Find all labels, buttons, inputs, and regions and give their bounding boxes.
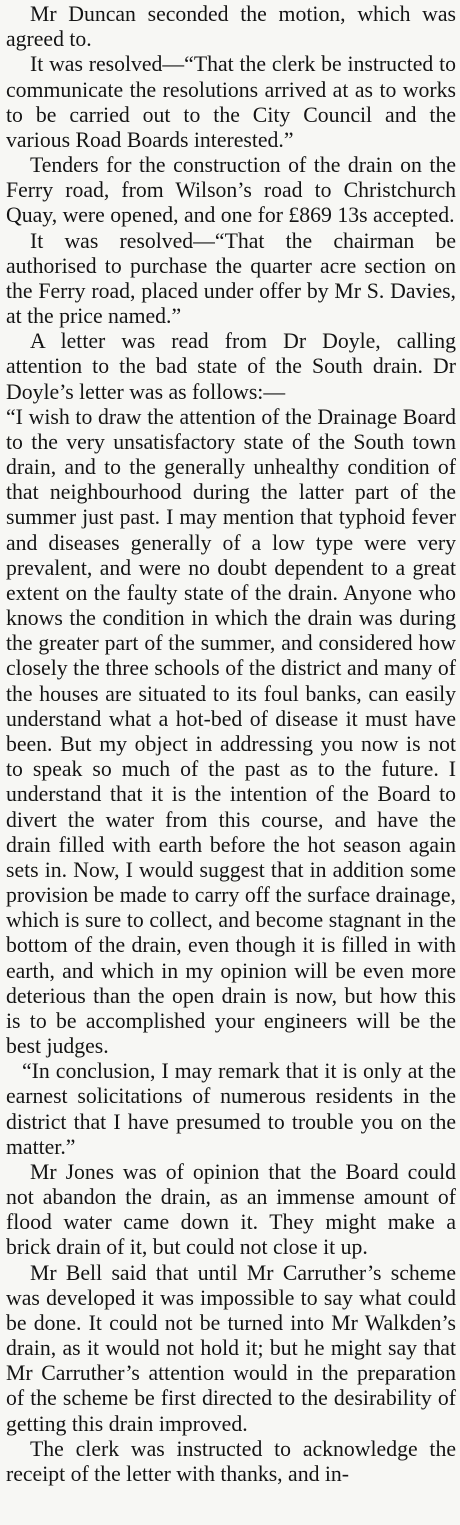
paragraph-doyle-letter-intro: A letter was read from Dr Doyle, calling attention to the bad state of the South drain. Dr Doyle’s letter was as follows:— — [6, 329, 456, 404]
paragraph-clerk-instructed: The clerk was instructed to acknowledge the receipt of the letter with thanks, and in- — [6, 1436, 456, 1486]
article-column — [6, 2, 456, 1487]
paragraph-bell-statement: Mr Bell said that until Mr Carruther’s scheme was developed it was impossible to say what could be done. It could not be turned into Mr Walkden’s drain, as it would not hold it; but he might say that Mr Carruther’s attention would in the preparation of the scheme be first directed to the desirability of getting this drain improved. — [6, 1260, 456, 1436]
paragraph-duncan-seconded: Mr Duncan seconded the motion, which was agreed to. — [6, 2, 456, 52]
paragraph-jones-opinion: Mr Jones was of opinion that the Board could not abandon the drain, as an immense amount of flood water came down it. They might make a brick drain of it, but could not close it up. — [6, 1159, 456, 1260]
paragraph-resolution-clerk: It was resolved—“That the clerk be instructed to communicate the resolutions arrived at as to works to be carried out to the City Council and the various Road Boards interested.” — [6, 52, 456, 152]
paragraph-doyle-letter-body: “I wish to draw the attention of the Drainage Board to the very unsatisfactory state of the South town drain, and to the generally unhealthy condition of that neighbourhood during the latter part of the summer just past. I may mention that typhoid fever and diseases generally of a low type were very prevalent, and were no doubt dependent to a great extent on the faulty state of the drain. Anyone who knows the condition in which the drain was during the greater part of the summer, and considered how closely the three schools of the district and many of the houses are situated to its foul banks, can easily understand what a hot-bed of disease it must have been. But my object in addressing you now is not to speak so much of the past as to the future. I understand that it is the intention of the Board to divert the water from this course, and have the drain filled with earth before the hot season again sets in. Now, I would suggest that in addition some provision be made to carry off the surface drainage, which is sure to collect, and become stagnant in the bottom of the drain, even though it is filled in with earth, and which in my opinion will be even more deterious than the open drain is now, but how this is to be accomplished your engineers will be the best judges. — [6, 404, 456, 1059]
paragraph-tenders: Tenders for the construction of the drain on the Ferry road, from Wilson’s road to Christchurch Quay, were opened, and one for £869 13s accepted. — [6, 153, 456, 228]
paragraph-doyle-letter-conclusion: “In conclusion, I may remark that it is only at the earnest solicitations of numerous residents in the district that I have presumed to trouble you on the matter.” — [6, 1059, 456, 1159]
paragraph-resolution-chairman: It was resolved—“That the chairman be authorised to purchase the quarter acre section on the Ferry road, placed under offer by Mr S. Davies, at the price named.” — [6, 228, 456, 329]
